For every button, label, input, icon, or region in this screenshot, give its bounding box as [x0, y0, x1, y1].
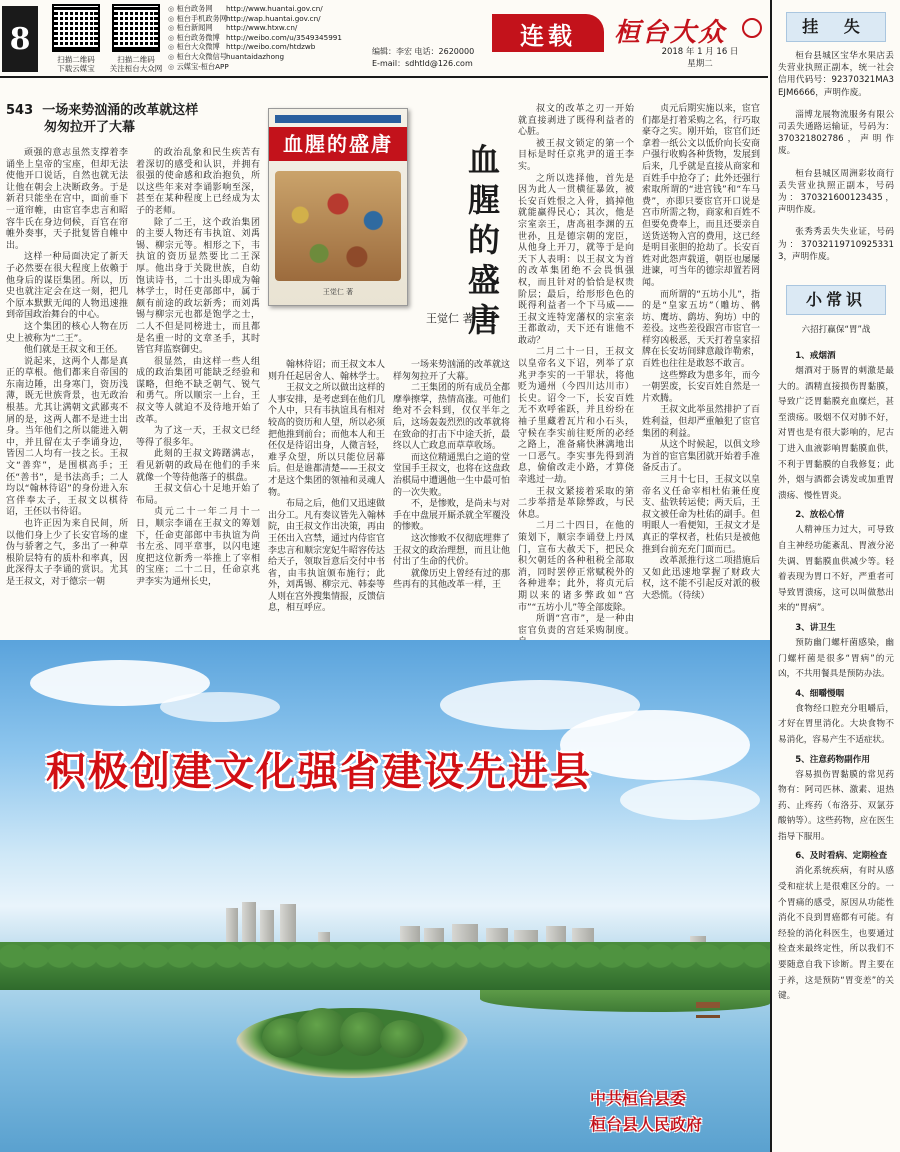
link-row[interactable]: ◎ 桓台新闻网 http://www.htxw.cn/ — [168, 23, 388, 33]
editor-info — [372, 46, 474, 70]
cloud-shape — [160, 692, 280, 722]
link-row[interactable]: ◎ 桓台政务网 http://www.huantai.gov.cn/ — [168, 4, 388, 14]
banner-slogan: 积极创建文化强省建设先进县 — [46, 749, 592, 795]
lost-notice-item: 桓台县城区宝华水果店丢失营业执照正副本，统一社会信用代码号：92370321MA3EJM6666，声明作废。 — [778, 51, 894, 98]
link-list — [168, 4, 388, 71]
link-row[interactable]: ◎ 云媒宝-桓台APP — [168, 62, 388, 72]
sponsor-committee: 中共桓台县委 — [590, 1089, 687, 1108]
link-row[interactable]: ◎ 桓台手机政务网 http://wap.huantai.gov.cn/ — [168, 14, 388, 24]
qr-code-web[interactable] — [112, 4, 160, 52]
promo-banner — [0, 640, 770, 1152]
city-skyline — [0, 870, 770, 950]
section-tag: 连载 — [492, 14, 604, 52]
link-row[interactable]: ◎ 桓台大众微信号 huantaidazhong — [168, 52, 388, 62]
link-row[interactable]: ◎ 桓台大众微博 http://weibo.com/htdzwb — [168, 42, 388, 52]
email-line[interactable]: E-mail：sdhtld@126.com — [372, 59, 473, 68]
vertical-book-title: 血 腥 的 盛 唐 — [467, 141, 500, 339]
cover-illustration — [275, 171, 401, 281]
qr-label-app: 扫描二维码 下载云媒宝 — [57, 55, 95, 73]
text-column-5: 贞元后期实施以来，宦官们都是打着采购之名，行巧取豪夺之实。刚开始，宦官们还拿着一纸公文以低价向长安商户强行收购各种货物，发展到后来，几乎就是直接从商家和百姓手中抢夺了；此外还强行索取所谓的“进宫钱”和“车马费”，亦即只要宦官开口说是宫市所需之物，商家和百姓不但要免费奉上，而且还要亲自送货送物入宫的费用，这已经是明目张胆的抢劫了。长安百姓对此怨声载道，朝臣也屡屡进谏，可当年的德宗却置若罔闻。 而所谓的“五坊小儿”，指的是“皇家五坊”（雕坊、鹘坊、鹰坊、鹞坊、狗坊）中的差役。这些差役跟宫市宦官一样穷凶极恶，天天打着皇家招牌在长安坊间肆意敲诈勒索，百姓也往往是敢怒不敢言。 这些弊政为患多年，而今一朝罢废，长安百姓自然是一片欢腾。 王叔文此举虽然排护了百姓利益，但却严重触犯了宦官集团的利益。 从这个时候起，以俱文珍为首的宦官集团就开始着手准备反击了。 三月十七日，王叔文以皇帝名义任命宰相杜佑兼任度支、盐铁转运使；两天后，王叔文被任命为杜佑的副手。但明眼人一看便知，王叔文才是真正的掌权者，杜佑只是被他推到台前充充门面而已。 改革派推行这二项措施后又如此迅速地掌握了财政大权，这不能不引起反对派的极大恐慌。（待续） — [642, 104, 760, 601]
tip-block: 1、戒烟酒 烟酒对于肠胃的刺激是最大的。酒精直接损伤胃黏膜，导致广泛胃黏膜充血糜烂，甚至溃疡。吸烟不仅对肺不好，对胃也是有很大影响的，尼古丁进入血液影响胃黏膜血供，不利于胃黏膜的自我修复；此外，烟与酒都会诱发或加重胃溃疡、慢性胃炎。 — [778, 351, 894, 501]
sponsor-government: 桓台县人民政府 — [590, 1115, 703, 1134]
editor-line: 编辑：李宏 电话：2620000 — [372, 47, 475, 56]
book-cover-image — [268, 108, 408, 306]
tips-title: 六招打赢保“胃”战 — [801, 325, 871, 336]
pavilion-icon — [696, 1002, 720, 1018]
masthead — [0, 0, 768, 78]
article-title: 543 一场来势汹涌的改革就这样 匆匆拉开了大幕 — [6, 103, 199, 135]
page-number: 8 — [2, 6, 38, 72]
link-row[interactable]: ◎ 桓台政务微博 http://weibo.com/u/3549345991 — [168, 33, 388, 43]
lost-notice-heading: 挂 失 — [786, 12, 886, 42]
paper-badge-icon — [742, 18, 762, 38]
cloud-shape — [620, 780, 760, 820]
text-column-3: 翰林待诏；而王叔文本人则升任起居舍人、翰林学士。 王叔文之所以做出这样的人事安排，是考虑到在他们几个人中，只有韦执谊具有相对较高的资历和人望，所以必须把他推到前台；而他本人和王伾仅是待诏出身，人微言轻，难孚众望，所以只能位居幕后。但是谁都清楚——王叔文才是这个集团的领袖和灵魂人物。 布局之后，他们又迅速做出分工。凡有奏议皆先入翰林院，由王叔文作出决策，再由王伾出入宫禁，通过内侍宦官李忠言和顺宗宠妃牛昭容传达给天子，领取旨意后交付中书省，由韦执谊颁布施行；此外，刘禹锡、柳宗元、韩泰等人则在宫外搜集情报，反馈信息，相互呼应。 一场来势汹涌的改革就这样匆匆拉开了大幕。 二王集团的所有成员全都摩拳擦掌，热情高涨。可他们绝对不会料到，仅仅半年之后，这场轰轰烈烈的改革就将在致命的打击下中途夭折，最终以人亡政息而草草收场。 而这位精通黑白之道的堂堂国手王叔文，也将在这盘政治棋局中遭遇他一生中最可怕的一次失败。 不，是惨败，是尚未与对手在中盘展开厮杀就全军覆没的惨败。 这次惨败不仅彻底埋葬了王叔文的政治理想，而且让他付出了生命的代价。 就像历史上曾经有过的那些再有的其他改革一样，王 — [268, 360, 511, 614]
cover-author: 王觉仁 著 — [322, 288, 354, 296]
text-column-2: 的政治乱象和民生疾苦有着深切的感受和认识，并拥有很强的使命感和政治抱负，所以这些年来对李诵影响至深，甚至在某种程度上已经成为太子的老师。 除了二王，这个政治集团的主要人物还有韦执谊、刘禹锡、柳宗元等。相形之下，韦执谊的资历显然要比二王深厚。他出身于关陇世族，自幼饱读诗书，二十出头即成为翰林学士，时任吏部郎中，属于颇有前途的政坛新秀；而刘禹锡与柳宗元也都是饱学之士，二人不但是同榜进士，而且都是名重一时的文章圣手，其时皆官拜监察御史。 很显然，由这样一些人组成的政治集团可能缺乏经验和谋略，但绝不缺乏朝气、锐气和勇气。所以顺宗一上台，王叔文等人就迫不及待地开始了改革。 为了这一天，王叔文已经等得了很多年。 此刻的王叔文踌躇满志，看见新朝的政局在他们的手来就像一个等待他落子的棋盘。 王叔文信心十足地开始了布局。 贞元二十一年二月十一日，顺宗李诵在王叔文的筹划下，任命吏部郎中韦执谊为尚书左丞、同平章事，以闪电速度把这位新秀一举推上了宰相的宝座；二十二日，任命京兆尹李实为通州长史， — [136, 148, 260, 587]
lost-notice-item: 桓台县城区周洲彩妆商行丢失营业执照正副本，号码为：370321600123435，声明作废。 — [778, 168, 894, 216]
cover-title: 血腥的盛唐 — [269, 127, 407, 161]
text-column-1: 顽强的意志虽然支撑着李诵坐上皇帝的宝座，但却无法使他开口说话，自然也就无法让他在朝会上决断政务。于是新君只能坐在宫中，面前垂下一道帘帷，由宦官李忠言和昭容牛氏在身边伺候，百官在帘帷外奏事，天子批复皆自帷中出。 这样一种局面决定了新天子必然要在很大程度上依赖于他身后的谋臣集团。所以，历史也就注定会在这一刻，把几个原本默默无闻的人物迅速推到帝国政治舞台的中心。 这个集团的核心人物在历史上被称为“二王”。 他们就是王叔文和王伾。 说起来，这两个人都是真正的草根。他们都来自帝国的东南边陲，出身寒门，资历浅薄，既无世族背景，也无政治根基。尤其让满朝文武鄙夷不屑的是，这两人都不是进士出身。当年他们之所以能进入朝中，并且留在太子李诵身边，皆因二人均有一技之长。王叔文“善弈”，是围棋高手；王伾“善书”，是书法高手；二人均以“翰林待诏”的身份进入东宫伴奉太子，王叔文以棋待诏，王伾以书待诏。 也许正因为来自民间，所以他们身上少了长安官场的虚伪与骄奢之气，多出了一种草根阶层特有的质朴和率真，因此深得太子李诵的赏识。尤其是王叔文，对于德宗一朝 — [6, 148, 128, 587]
lost-notice-item: 张秀秀丢失失业证，号码为：370321197109253313，声明作废。 — [778, 227, 894, 262]
tree-line — [0, 942, 770, 990]
tip-block: 4、细嚼慢咽 食物经口腔充分咀嚼后，才好在胃里消化。大块食物不易消化，容易产生不适症状。 — [778, 688, 894, 745]
issue-date: 2018 年 1 月 16 日 星期二 — [661, 47, 739, 69]
byline: 王觉仁 著 — [426, 312, 474, 325]
right-sidebar — [770, 0, 900, 1152]
text-column-4: 叔文的改革之刃一开始就直接剥进了既得利益者的心脏。 被王叔文锁定的第一个目标是时任京兆尹的道王李实。 之所以选择他，首先是因为此人一贯横征暴敛，被长安百姓恨之入骨，搞掉他就能赢得民心；其次，他是宗室亲王，唐高祖李渊的五世孙，且是德宗朝的宠臣，从他身上开刀，就等于是向天下人表明：以王叔文为首的改革集团绝不会畏惧强权，而且针对的恰恰是权贵阶层；最后，给形形色色的既得利益者一个下马威——王叔文连特宠藩权的宗室亲王都敢动，天下还有谁他不敢动？ 二月二十一日，王叔文以皇帝名义下诏，列举了京兆尹李实的一干罪状，将他贬为通州（今四川达川市）长史。诏令一下，长安百姓无不欢呼雀跃，并且纷纷在袖子里藏着瓦片和小石头，守候在李实前往贬所的必经之路上，准备痛快淋漓地出一口恶气。李实事先得到消息，偷偷改走小路，才算侥幸逃过一劫。 王叔文紧接着采取的第二步举措是革除弊政，与民休息。 二月二十四日，在他的策划下，顺宗李诵登上丹凤门，宣布大赦天下，把民众积欠朝廷的各种租税全部取消，同时罢停正常赋税外的各种进奉；此外，将贞元后期以来的诸多弊政如“宫市”“五坊小儿”等全部废除。 所谓“宫市”，是一种由宦官负责的宫廷采购制度。 — [518, 104, 634, 636]
chapter-number: 543 — [6, 103, 34, 118]
serial-article — [0, 80, 768, 640]
tip-block: 3、讲卫生 预防幽门螺杆菌感染，幽门螺杆菌是很多“胃病”的元凶，不共用餐具是预防办法。 — [778, 622, 894, 680]
tip-block: 2、放松心情 人精神压力过大，可导致自主神经功能紊乱、胃液分泌失调、胃黏膜血供减少等。轻着表现为胃口不好，严重者可导致胃溃疡，这可以叫做愁出来的“胃病”。 — [778, 510, 894, 614]
cover-stripe — [275, 115, 401, 123]
qr-code-app[interactable] — [52, 4, 100, 52]
tip-block: 6、及时看病、定期检查 消化系统疾病，有时从感受和症状上是很难区分的。一个胃痛的感受，原因从功能性消化不良到胃癌都有可能。有经验的消化科医生，也要通过检查来最终定性，所以我们不要随意自我下诊断。胃主要在于养，这是预防“胃变差”的关键。 — [778, 851, 894, 1002]
paper-logo: 桓台大众 — [614, 18, 727, 48]
tips-heading: 小常识 — [786, 285, 886, 315]
qr-label-web: 扫描二维码 关注桓台大众网 — [109, 55, 163, 73]
tip-block: 5、注意药物副作用 容易损伤胃黏膜的常见药物有：阿司匹林、激素、退热药、止疼药（布洛芬、双氯芬酸钠等）。这些药物，应在医生指导下服用。 — [778, 754, 895, 842]
lost-notice-item: 淄博龙展物流服务有限公司丢失通路运输证，号码为：370321802786，声明作废。 — [778, 109, 894, 157]
